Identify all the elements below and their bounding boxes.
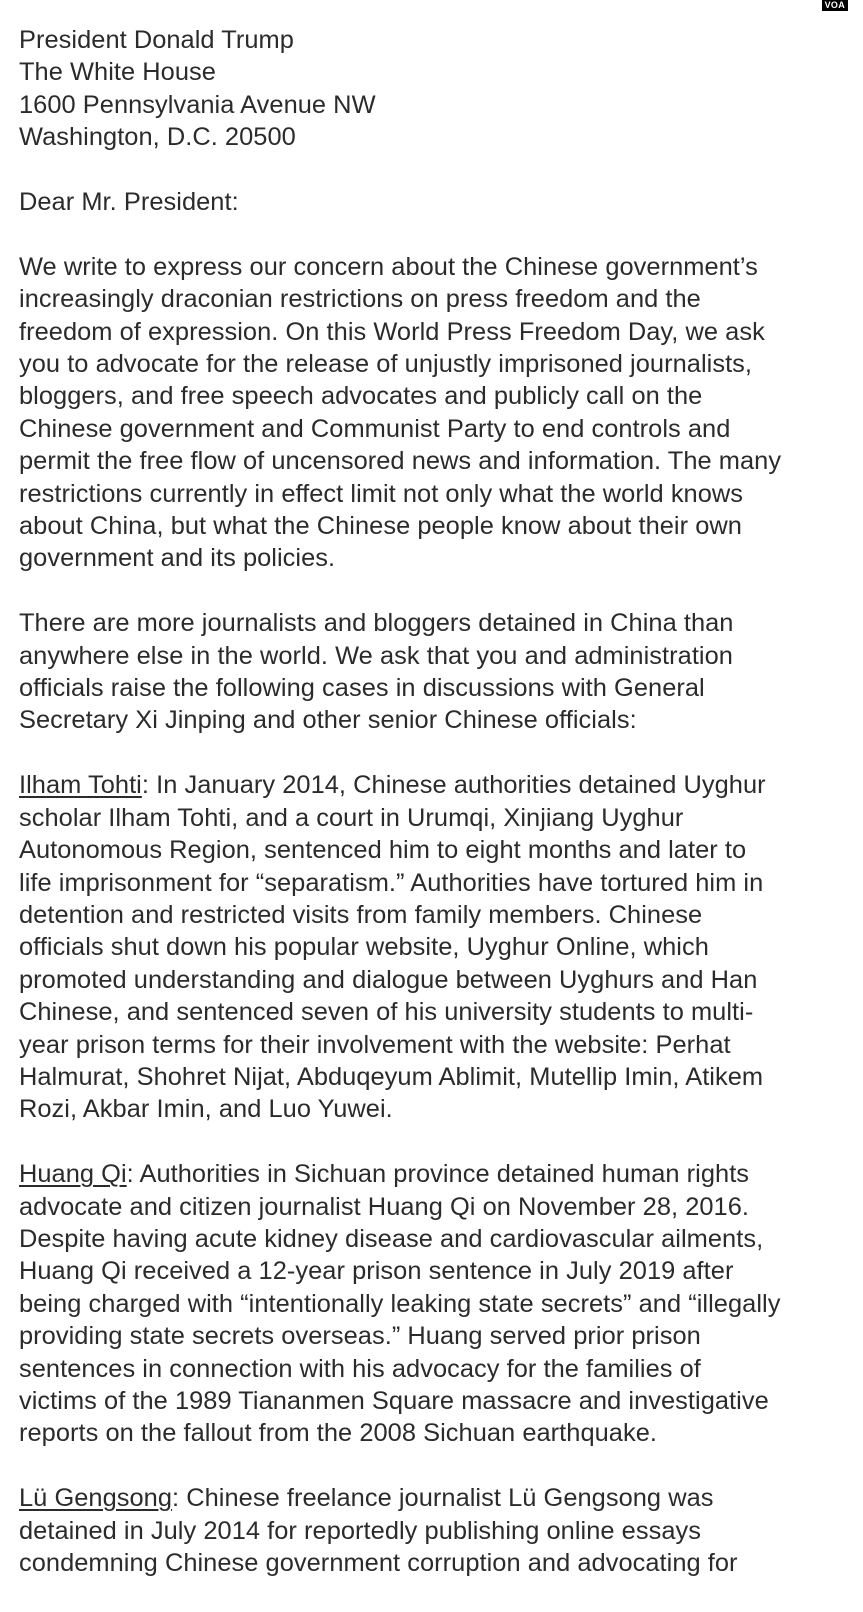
request-paragraph: [19, 607, 845, 737]
text-line: condemning Chinese government corruption and advocating for: [19, 1549, 738, 1577]
case-name-link[interactable]: Ilham Tohti: [19, 771, 142, 800]
text-line: Rozi, Akbar Imin, and Luo Yuwei.: [19, 1095, 393, 1124]
text-line: Huang Qi received a 12-year prison sentence in July 2019 after: [19, 1257, 734, 1286]
text-line: Despite having acute kidney disease and cardiovascular ailments,: [19, 1224, 764, 1253]
text-line: Chinese government and Communist Party to end controls and: [19, 414, 731, 443]
salutation: [19, 186, 845, 218]
text-line: bloggers, and free speech advocates and publicly call on the: [19, 382, 703, 411]
text-line: restrictions currently in effect limit not only what the world knows: [19, 479, 744, 508]
recipient-address: [19, 24, 845, 154]
case-name-link[interactable]: Lü Gengsong: [19, 1484, 173, 1513]
text-line: reports on the fallout from the 2008 Sichuan earthquake.: [19, 1419, 657, 1448]
text-line: promoted understanding and dialogue between Uyghurs and Han: [19, 965, 758, 994]
text-line: increasingly draconian restrictions on press freedom and the: [19, 285, 701, 314]
text-line: officials raise the following cases in discussions with General: [19, 674, 705, 703]
text-line: victims of the 1989 Tiananmen Square massacre and investigative: [19, 1386, 769, 1415]
case-huang-qi: [19, 1158, 845, 1450]
text-line: life imprisonment for “separatism.” Authorities have tortured him in: [19, 868, 764, 897]
text-line: year prison terms for their involvement with the website: Perhat: [19, 1030, 731, 1059]
text-line: you to advocate for the release of unjustly imprisoned journalists,: [19, 350, 753, 379]
salutation-text: Dear Mr. President:: [19, 188, 239, 217]
address-line: The White House: [19, 58, 216, 87]
text-line: Autonomous Region, sentenced him to eight months and later to: [19, 836, 747, 865]
address-line: President Donald Trump: [19, 26, 294, 54]
text-line: Chinese, and sentenced seven of his university students to multi-: [19, 998, 754, 1027]
intro-paragraph: [19, 251, 845, 575]
text-line: providing state secrets overseas.” Huang served prior prison: [19, 1322, 701, 1351]
text-line: freedom of expression. On this World Press Freedom Day, we ask: [19, 317, 765, 346]
case-ilham-tohti: [19, 769, 845, 1125]
text-line: scholar Ilham Tohti, and a court in Urumqi, Xinjiang Uyghur: [19, 803, 684, 832]
text-line: detained in July 2014 for reportedly publishing online essays: [19, 1516, 701, 1545]
voa-logo-badge: VOA: [822, 0, 848, 11]
text-line: anywhere else in the world. We ask that you and administration: [19, 641, 733, 670]
text-line: We write to express our concern about the Chinese government’s: [19, 252, 758, 281]
text-line: permit the free flow of uncensored news and information. The many: [19, 447, 782, 476]
case-name-link[interactable]: Huang Qi: [19, 1160, 127, 1189]
case-first-line-text: : Chinese freelance journalist Lü Gengsong was: [172, 1484, 714, 1513]
address-line: Washington, D.C. 20500: [19, 123, 296, 152]
case-lu-gengsong: [19, 1482, 845, 1579]
text-line: sentences in connection with his advocacy for the families of: [19, 1354, 701, 1383]
case-first-line: [19, 769, 845, 801]
text-line: Halmurat, Shohret Nijat, Abduqeyum Ablimit, Mutellip Imin, Atikem: [19, 1062, 764, 1091]
case-first-line: [19, 1482, 845, 1514]
text-line: about China, but what the Chinese people know about their own: [19, 512, 742, 541]
text-line: advocate and citizen journalist Huang Qi on November 28, 2016.: [19, 1192, 749, 1221]
text-line: There are more journalists and bloggers detained in China than: [19, 609, 734, 638]
case-first-line-text: : In January 2014, Chinese authorities detained Uyghur: [141, 771, 766, 800]
letter-document: [19, 24, 845, 1612]
address-line: 1600 Pennsylvania Avenue NW: [19, 90, 376, 119]
text-line: government and its policies.: [19, 544, 336, 573]
text-line: Secretary Xi Jinping and other senior Chinese officials:: [19, 706, 637, 735]
case-first-line-text: : Authorities in Sichuan province detained human rights: [126, 1160, 750, 1189]
text-line: being charged with “intentionally leaking state secrets” and “illegally: [19, 1289, 781, 1318]
case-first-line: [19, 1158, 845, 1190]
text-line: officials shut down his popular website, Uyghur Online, which: [19, 933, 709, 962]
text-line: detention and restricted visits from family members. Chinese: [19, 900, 703, 929]
